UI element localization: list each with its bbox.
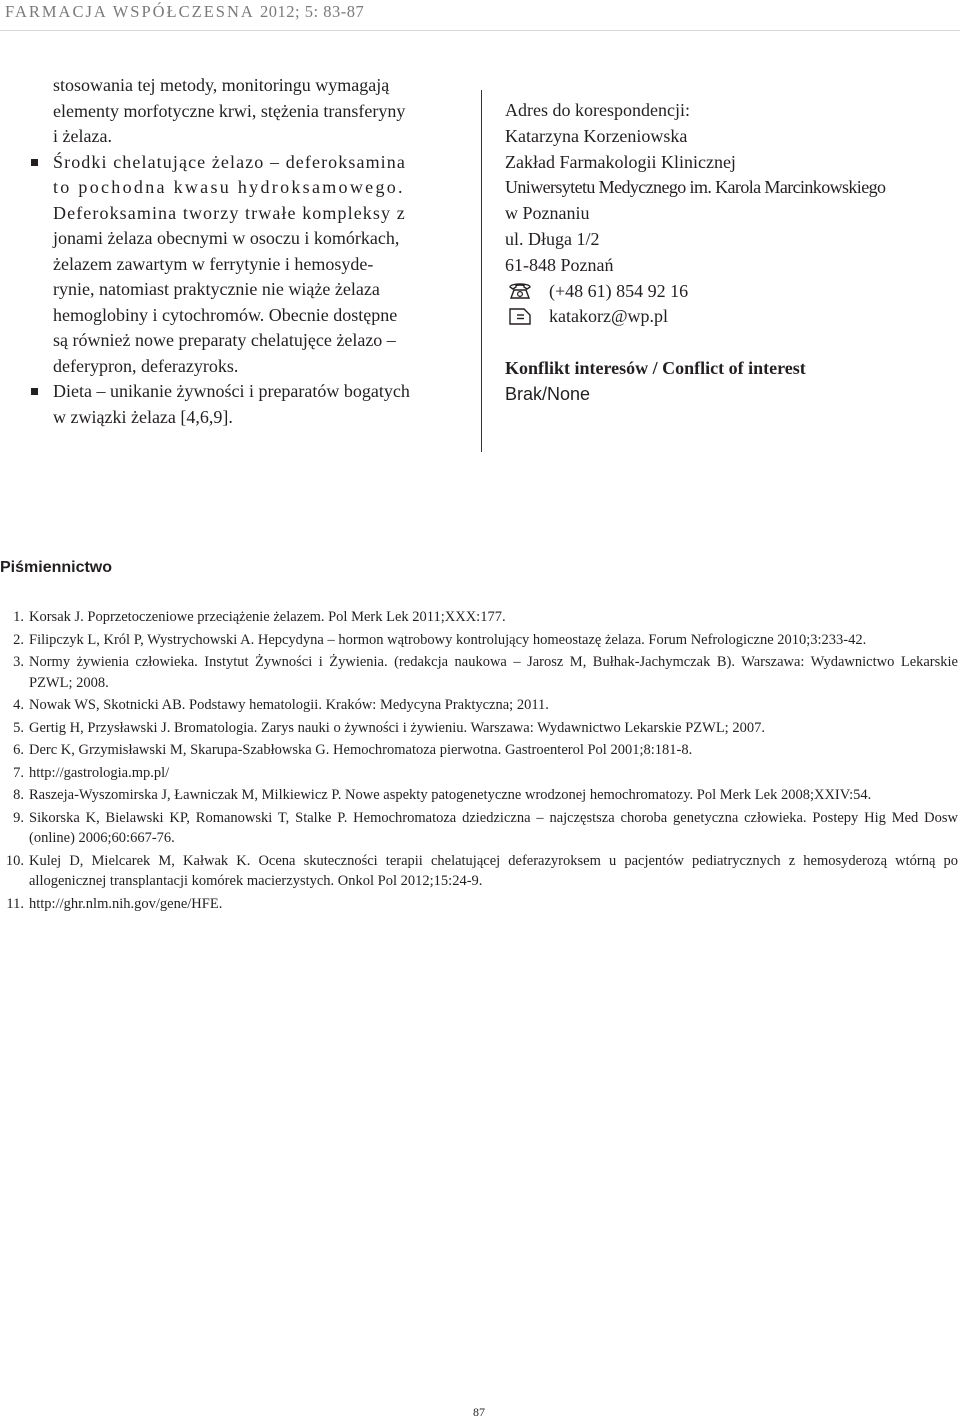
reference-text: Normy żywienia człowieka. Instytut Żywności i Żywienia. (redakcja naukowa – Jarosz M, Bułhak-Jachymczak B). Warszawa: Wydawnictwo Lekarskie PZWL; 2008. [29,654,958,691]
intro-line-3: i żelaza. [53,126,112,146]
reference-number: 7. [13,764,24,781]
page-number: 87 [473,1405,485,1419]
reference-text: Derc K, Grzymisławski M, Skarupa-Szabłowska G. Hemochromatoza pierwotna. Gastroenterol Pol 2001;8:181-8. [29,742,693,758]
bullet-diet-line-2: w związki żelaza [4,6,9]. [53,406,233,427]
envelope-icon [507,305,533,327]
bullet-chelators-line-8: są również nowe preparaty chelatujęce żelazo – [53,330,396,350]
correspondence-heading: Adres do korespondencji: [505,100,690,120]
bullet-chelators-line-2: to pochodna kwasu hydroksamowego. [53,177,405,197]
bullet-chelators-line-6: rynie, natomiast praktycznie nie wiąże żelaza [53,279,380,299]
reference-text: Kulej D, Mielcarek M, Kałwak K. Ocena skuteczności terapii chelatującej deferazyroksem u pacjentów pediatrycznych z hemosyderozą wtórną po allogenicznej transplantacji komórek macierzystych. Onkol Pol 2012;15:24-9. [29,852,958,889]
reference-number: 4. [13,697,24,713]
correspondence-university: Uniwersytetu Medycznego im. Karola Marcinkowskiego [505,177,886,198]
correspondence-street: ul. Długa 1/2 [505,228,600,249]
reference-number: 2. [13,631,24,648]
reference-number: 3. [13,654,24,670]
email-address[interactable]: katakorz@wp.pl [549,306,669,327]
reference-item [0,652,960,693]
reference-number: 6. [13,742,24,758]
reference-item [0,607,960,628]
reference-text: Korsak J. Poprzetoczeniowe przeciążenie żelazem. Pol Merk Lek 2011;XXX:177. [29,609,506,625]
reference-item [0,851,960,892]
reference-text: Nowak WS, Skotnicki AB. Podstawy hematologii. Kraków: Medycyna Praktyczna; 2011. [29,697,549,713]
conflict-title: Konflikt interesów / Conflict of interest [505,358,806,379]
correspondence-postal: 61-848 Poznań [505,254,614,275]
bullet-chelators-line-1: Środki chelatujące żelazo – deferoksamina [53,151,406,172]
reference-item [0,808,960,849]
reference-number: 5. [13,719,24,736]
correspondence-name: Katarzyna Korzeniowska [505,125,688,146]
reference-item [0,718,960,739]
bullet-chelators-line-5: żelazem zawartym w ferrytynie i hemosyde- [53,253,374,274]
column-divider [481,90,482,452]
running-header [0,0,960,31]
correspondence-city: w Poznaniu [505,203,590,224]
square-bullet-icon [31,159,38,166]
intro-line-1: stosowania tej metody, monitoringu wymagają [53,75,390,95]
bullet-chelators-line-4: jonami żelaza obecnymi w osoczu i komórkach, [53,228,400,248]
phone-row [505,279,955,305]
reference-text: Sikorska K, Bielawski KP, Romanowski T, Stalke P. Hemochromatoza dziedziczna – najczęstsza choroba genetyczna człowieka. Postepy Hig Med Dosw (online) 2006;60:667-76. [29,809,958,846]
journal-header [5,2,364,22]
reference-number: 11. [6,895,24,912]
left-column [53,73,459,430]
reference-item [0,763,960,784]
reference-number: 10. [5,852,24,869]
phone-icon [507,280,533,302]
journal-name: FARMACJA WSPÓŁCZESNA [5,2,254,21]
bullet-chelators [53,150,459,176]
reference-item [0,894,960,915]
reference-item [0,630,960,651]
reference-item [0,785,960,806]
bullet-chelators-line-9: deferypron, deferazyroks. [53,355,239,376]
conflict-value: Brak/None [505,383,591,404]
bullet-chelators-line-3: Deferoksamina tworzy trwałe kompleksy z [53,202,406,223]
references-list [0,607,960,916]
reference-link[interactable]: http://gastrologia.mp.pl/ [29,764,170,781]
square-bullet-icon [31,388,38,395]
bullet-diet [53,379,459,405]
bullet-chelators-line-7: hemoglobiny i cytochromów. Obecnie dostępne [53,304,398,325]
correspondence-department: Zakład Farmakologii Klinicznej [505,151,736,172]
bullet-diet-line-1: Dieta – unikanie żywności i preparatów bogatych [53,381,410,401]
reference-item [0,695,960,716]
reference-link[interactable]: http://ghr.nlm.nih.gov/gene/HFE. [29,895,223,912]
email-row [505,304,955,330]
reference-text: Raszeja-Wyszomirska J, Ławniczak M, Milkiewicz P. Nowe aspekty patogenetyczne wrodzonej hemochromatozy. Pol Merk Lek 2008;XXIV:54. [29,787,872,803]
reference-number: 9. [13,809,24,826]
phone-number: (+48 61) 854 92 16 [549,280,689,301]
reference-text: Filipczyk L, Król P, Wystrychowski A. Hepcydyna – hormon wątrobowy kontrolujący homeostazę żelaza. Forum Nefrologiczne 2010;3:233-42. [29,631,867,648]
reference-number: 8. [13,787,24,803]
references-title: Piśmiennictwo [0,559,113,576]
reference-item [0,740,960,761]
right-column [505,98,955,408]
journal-issue: 2012; 5: 83-87 [260,2,365,21]
intro-line-2: elementy morfotyczne krwi, stężenia transferyny [53,100,406,121]
reference-text: Gertig H, Przysławski J. Bromatologia. Zarys nauki o żywności i żywieniu. Warszawa: Wydawnictwo Lekarskie PZWL; 2007. [29,719,765,736]
reference-number: 1. [13,609,24,625]
